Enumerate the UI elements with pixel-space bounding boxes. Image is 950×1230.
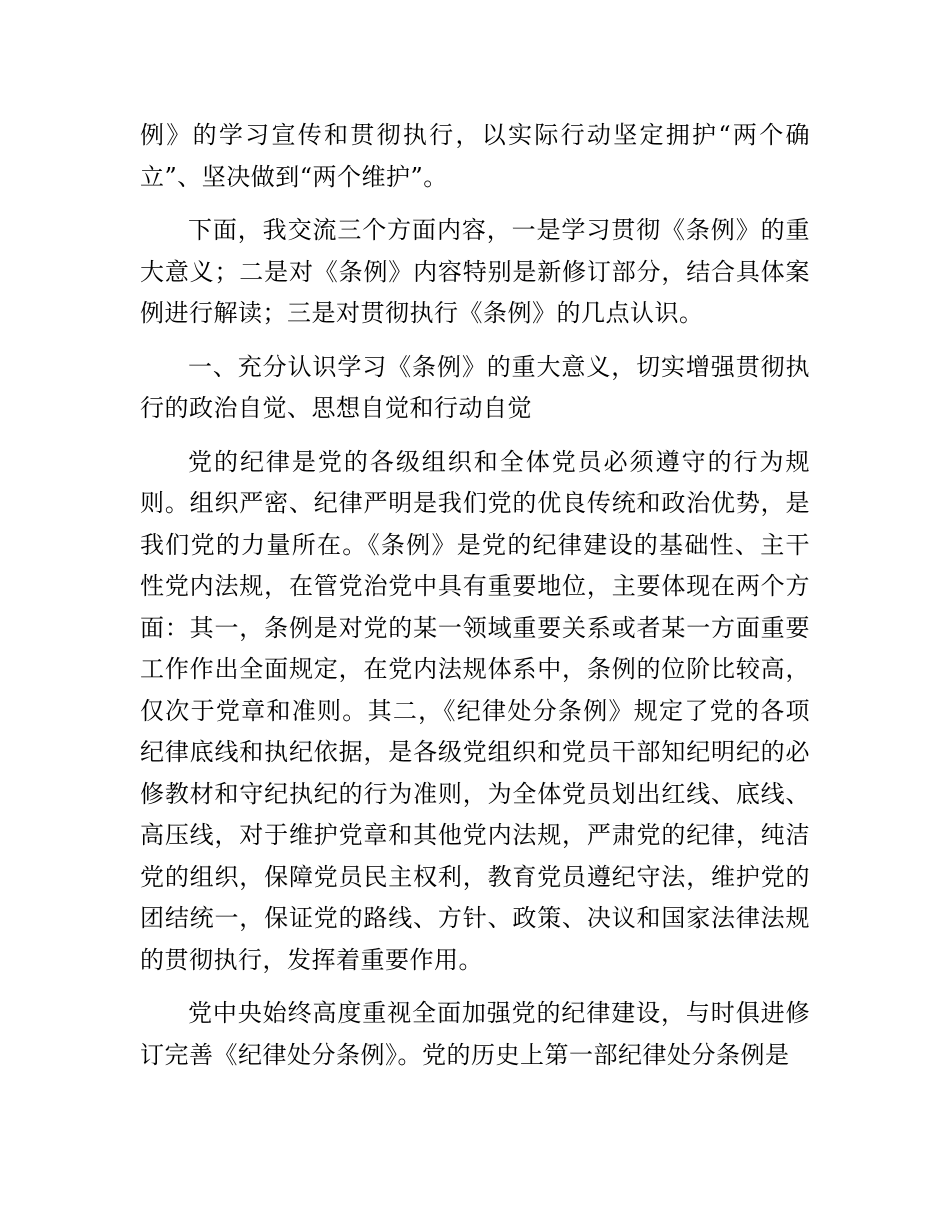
section-heading: 一、充分认识学习《条例》的重大意义，切实增强贯彻执行的政治自觉、思想自觉和行动自觉	[140, 352, 810, 422]
paragraph-outline: 下面，我交流三个方面内容，一是学习贯彻《条例》的重大意义；二是对《条例》内容特别是新修订部分，结合具体案例进行解读；三是对贯彻执行《条例》的几点认识。	[140, 216, 810, 327]
document-page	[140, 115, 810, 1088]
paragraph-discipline: 党的纪律是党的各级组织和全体党员必须遵守的行为规则。组织严密、纪律严明是我们党的优良传统和政治优势，是我们党的力量所在。《条例》是党的纪律建设的基础性、主干性党内法规，在管党治党中具有重要地位，主要体现在两个方面：其一，条例是对党的某一领域重要关系或者某一方面重要工作作出全面规定，在党内法规体系中，条例的位阶比较高，仅次于党章和准则。其二，《纪律处分条例》规定了党的各项纪律底线和执纪依据，是各级党组织和党员干部知纪明纪的必修教材和守纪执纪的行为准则，为全体党员划出红线、底线、高压线，对于维护党章和其他党内法规，严肃党的纪律，纯洁党的组织，保障党员民主权利，教育党员遵纪守法，维护党的团结统一，保证党的路线、方针、政策、决议和国家法律法规的贯彻执行，发挥着重要作用。	[140, 447, 810, 974]
paragraph-continuation: 例》的学习宣传和贯彻执行，以实际行动坚定拥护“两个确立”、坚决做到“两个维护”。	[140, 121, 810, 191]
paragraph-history: 党中央始终高度重视全面加强党的纪律建设，与时俱进修订完善《纪律处分条例》。党的历史上第一部纪律处分条例是	[140, 999, 810, 1069]
